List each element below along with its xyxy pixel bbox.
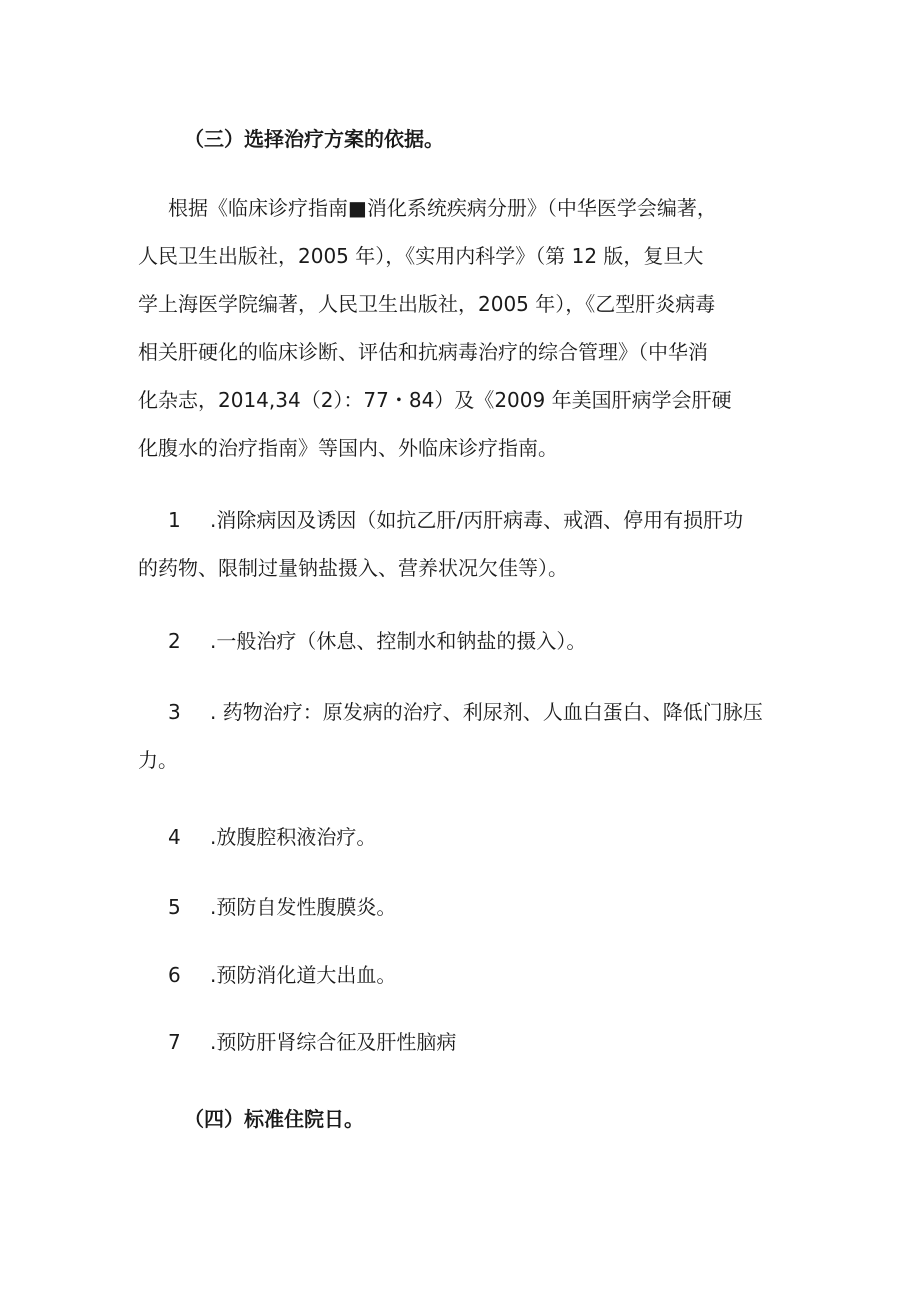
list-item-text-continued: 的药物、限制过量钠盐摄入、营养状况欠佳等）。 — [138, 556, 568, 580]
list-item-number: 5 — [168, 895, 181, 919]
paragraph-line: 根据《临床诊疗指南■消化系统疾病分册》（中华医学会编著， — [168, 196, 717, 220]
list-item-number: 6 — [168, 963, 181, 987]
list-item-number: 4 — [168, 825, 181, 849]
list-item-text: . 药物治疗：原发病的治疗、利尿剂、人血白蛋白、降低门脉压 — [210, 700, 763, 724]
list-item — [138, 951, 788, 999]
paragraph-line: 化杂志，2014,34（2）：77・84）及《2009 年美国肝病学会肝硬 — [138, 388, 732, 412]
section-heading-3: （三）选择治疗方案的依据。 — [184, 127, 444, 151]
basis-paragraph — [138, 184, 788, 472]
list-item-text: .消除病因及诱因（如抗乙肝/丙肝病毒、戒酒、停用有损肝功 — [210, 508, 744, 532]
paragraph-line: 化腹水的治疗指南》等国内、外临床诊疗指南。 — [138, 436, 558, 460]
list-item-text: .放腹腔积液治疗。 — [210, 825, 377, 849]
section-heading-4: （四）标准住院日。 — [184, 1107, 364, 1131]
paragraph-line: 学上海医学院编著，人民卫生出版社，2005 年），《乙型肝炎病毒 — [138, 292, 716, 316]
list-item — [138, 1018, 788, 1066]
list-item-number: 3 — [168, 700, 181, 724]
list-item-text: .一般治疗（休息、控制水和钠盐的摄入）。 — [210, 629, 587, 653]
list-item — [138, 688, 788, 784]
paragraph-line: 人民卫生出版社，2005 年），《实用内科学》（第 12 版，复旦大 — [138, 244, 704, 268]
list-item — [138, 883, 788, 931]
list-item-text: .预防消化道大出血。 — [210, 963, 397, 987]
list-item — [138, 617, 788, 665]
list-item — [138, 496, 788, 592]
paragraph-line: 相关肝硬化的临床诊断、评估和抗病毒治疗的综合管理》（中华消 — [138, 340, 708, 364]
list-item-text: .预防肝肾综合征及肝性脑病 — [210, 1030, 457, 1054]
list-item-number: 2 — [168, 629, 181, 653]
list-item-number: 7 — [168, 1030, 181, 1054]
list-item-text: .预防自发性腹膜炎。 — [210, 895, 397, 919]
list-item — [138, 813, 788, 861]
list-item-number: 1 — [168, 508, 181, 532]
list-item-text-continued: 力。 — [138, 748, 178, 772]
